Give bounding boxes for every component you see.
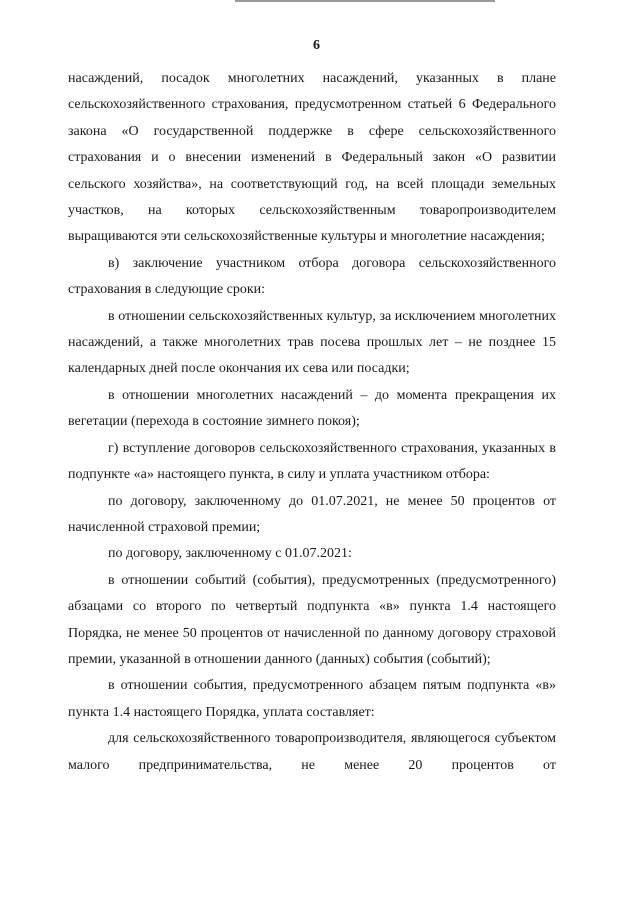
paragraph-subitem-v: в) заключение участником отбора договора сельскохозяйственного страхования в следующие сроки: <box>68 255 556 298</box>
paragraph-after-july: по договору, заключенному с 01.07.2021: <box>108 546 352 562</box>
document-body <box>68 66 556 779</box>
scan-edge-line <box>235 0 495 2</box>
page-number: 6 <box>313 38 320 53</box>
paragraph-crops-deadline: в отношении сельскохозяйственных культур, за исключением многолетних насаждений, а также многолетних трав посева прошлых лет – не позднее 15 календарных дней после окончания их сева или посадки; <box>68 308 556 377</box>
paragraph-before-july: по договору, заключенному до 01.07.2021, не менее 50 процентов от начисленной страховой премии; <box>68 493 556 535</box>
paragraph-small-business: для сельскохозяйственного товаропроизводителя, являющегося субъектом малого предпринимательства, не менее 20 процентов от <box>68 731 556 773</box>
paragraph-continuation: насаждений, посадок многолетних насаждений, указанных в плане сельскохозяйственного страхования, предусмотренном статьей 6 Федерального закона «О государственной поддержке в сфере сельскохозяйственного страхования и о внесении изменений в Федеральный закон «О развитии сельского хозяйства», на соответствующий год, на всей площади земельных участков, на которых сельскохозяйственным товаропроизводителем выращиваются эти сельскохозяйственные культуры и многолетние насаждения; <box>68 71 556 245</box>
paragraph-subitem-g: г) вступление договоров сельскохозяйственного страхования, указанных в подпункте «а» настоящего пункта, в силу и уплата участником отбора: <box>68 440 556 483</box>
paragraph-events-2-4: в отношении событий (события), предусмотренных (предусмотренного) абзацами со второго по четвертый подпункта «в» пункта 1.4 настоящего Порядка, не менее 50 процентов от начисленной по данному договору страховой премии, указанной в отношении данного (данных) события (событий); <box>68 572 556 667</box>
paragraph-perennial-deadline: в отношении многолетних насаждений – до момента прекращения их вегетации (перехода в состояние зимнего покоя); <box>68 387 556 430</box>
paragraph-event-5: в отношении события, предусмотренного абзацем пятым подпункта «в» пункта 1.4 настоящего Порядка, уплата составляет: <box>68 678 556 720</box>
